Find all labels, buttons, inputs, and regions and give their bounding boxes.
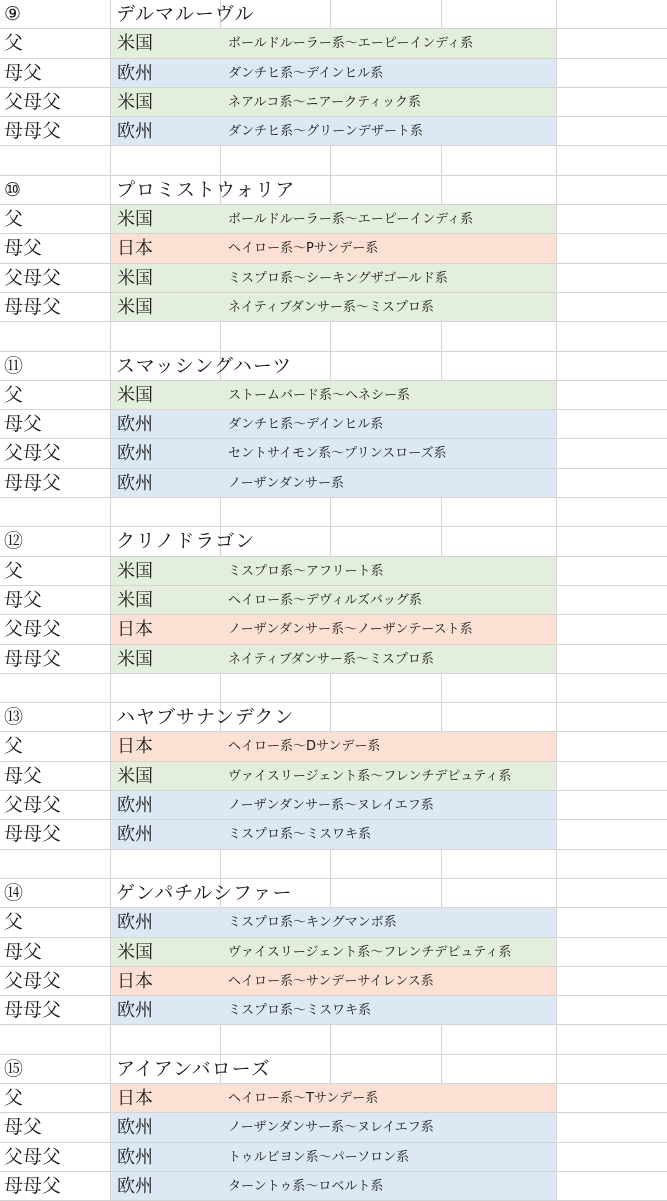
horse-header-row — [0, 1055, 667, 1084]
lineage-cell: ヘイロー系～Tサンデー系 — [228, 1090, 379, 1106]
race-number: ⑭ — [4, 881, 24, 904]
pedigree-role: 父 — [4, 383, 24, 406]
lineage-cell: ノーザンダンサー系 — [228, 475, 344, 491]
region-cell: 欧州 — [117, 443, 153, 465]
lineage-cell: トゥルビヨン系～パーソロン系 — [228, 1149, 410, 1165]
pedigree-role: 父 — [4, 911, 24, 934]
region-cell: 欧州 — [117, 824, 153, 846]
horse-header-row — [0, 352, 667, 381]
pedigree-row — [0, 938, 667, 967]
pedigree-row — [0, 908, 667, 937]
pedigree-row — [0, 117, 667, 146]
pedigree-row — [0, 1084, 667, 1113]
lineage-cell: ヘイロー系～Dサンデー系 — [228, 739, 381, 755]
region-cell: 欧州 — [117, 1175, 153, 1197]
pedigree-role: 母父 — [4, 588, 43, 611]
pedigree-row — [0, 732, 667, 761]
spacer-row — [0, 322, 667, 351]
horse-group — [0, 176, 667, 352]
pedigree-row — [0, 264, 667, 293]
race-number: ⑫ — [4, 530, 24, 553]
lineage-cell: ヴァイスリージェント系～フレンチデピュティ系 — [228, 768, 512, 784]
lineage-cell: ヘイロー系～Pサンデー系 — [228, 241, 379, 257]
pedigree-row — [0, 1113, 667, 1142]
pedigree-role: 父母父 — [4, 90, 62, 113]
horse-name: スマッシングハーツ — [116, 354, 293, 377]
spacer-row — [0, 146, 667, 175]
lineage-cell: セントサイモン系～プリンスローズ系 — [228, 446, 447, 462]
pedigree-row — [0, 557, 667, 586]
region-cell: 米国 — [117, 209, 153, 231]
horse-name: デルマルーヴル — [116, 3, 255, 25]
horse-group — [0, 1055, 667, 1201]
pedigree-row — [0, 234, 667, 263]
region-cell: 欧州 — [117, 795, 153, 817]
lineage-cell: ストームバード系～ヘネシー系 — [228, 387, 411, 403]
pedigree-role: 母母父 — [4, 647, 62, 670]
lineage-cell: ヴァイスリージェント系～フレンチデピュティ系 — [228, 944, 512, 960]
horse-header-row — [0, 0, 667, 29]
pedigree-row — [0, 59, 667, 88]
lineage-cell: ダンチヒ系～グリーンデザート系 — [228, 124, 423, 140]
lineage-cell: ダンチヒ系～デインヒル系 — [228, 417, 384, 433]
lineage-cell: ヘイロー系～サンデーサイレンス系 — [228, 973, 434, 989]
region-cell: 米国 — [117, 941, 153, 963]
pedigree-row — [0, 820, 667, 849]
region-cell: 米国 — [117, 296, 153, 318]
horse-header-row — [0, 879, 667, 908]
pedigree-role: 母父 — [4, 940, 43, 963]
pedigree-row — [0, 205, 667, 234]
pedigree-role: 母母父 — [4, 295, 62, 318]
horse-name: クリノドラゴン — [116, 530, 256, 553]
horse-group — [0, 703, 667, 879]
lineage-cell: ミスプロ系～シーキングザゴールド系 — [228, 270, 448, 286]
spacer-row — [0, 498, 667, 527]
pedigree-role: 母父 — [4, 1116, 43, 1139]
region-cell: 日本 — [117, 238, 153, 260]
spacer-row — [0, 674, 667, 703]
horse-group — [0, 879, 667, 1055]
pedigree-role: 父母父 — [4, 442, 62, 465]
region-cell: 欧州 — [117, 62, 153, 84]
lineage-cell: ミスプロ系～ミスワキ系 — [228, 1003, 372, 1019]
pedigree-role: 母母父 — [4, 999, 62, 1022]
region-cell: 欧州 — [117, 912, 153, 934]
lineage-cell: ダンチヒ系～デインヒル系 — [228, 65, 384, 81]
pedigree-role: 母父 — [4, 237, 43, 260]
region-cell: 欧州 — [117, 1000, 153, 1022]
pedigree-role: 父 — [4, 1086, 24, 1109]
pedigree-role: 父 — [4, 559, 24, 582]
region-cell: 欧州 — [117, 472, 153, 494]
pedigree-role: 母母父 — [4, 1174, 62, 1197]
region-cell: 日本 — [117, 970, 153, 992]
race-number: ⑪ — [4, 354, 24, 377]
pedigree-role: 父 — [4, 208, 24, 231]
pedigree-row — [0, 88, 667, 117]
region-cell: 欧州 — [117, 1117, 153, 1139]
spacer-row — [0, 1025, 667, 1054]
region-cell: 米国 — [117, 589, 153, 611]
horse-name: プロミストウォリア — [116, 178, 296, 201]
pedigree-role: 父母父 — [4, 266, 62, 289]
pedigree-row — [0, 410, 667, 439]
lineage-cell: ネアルコ系～ニアークティック系 — [228, 94, 422, 110]
horse-group — [0, 352, 667, 528]
pedigree-role: 父 — [4, 32, 24, 55]
horse-header-row — [0, 176, 667, 205]
lineage-cell: ノーザンダンサー系～ヌレイエフ系 — [228, 798, 434, 814]
region-cell: 欧州 — [117, 1146, 153, 1168]
pedigree-role: 父母父 — [4, 1145, 62, 1168]
region-cell: 米国 — [117, 765, 153, 787]
lineage-cell: ネイティブダンサー系～ミスプロ系 — [228, 651, 434, 667]
region-cell: 米国 — [117, 648, 153, 670]
race-number: ⑬ — [4, 706, 24, 729]
pedigree-role: 母母父 — [4, 823, 62, 846]
spacer-row — [0, 850, 667, 879]
pedigree-row — [0, 469, 667, 498]
lineage-cell: ターントゥ系～ロベルト系 — [228, 1178, 384, 1194]
lineage-cell: ネイティブダンサー系～ミスプロ系 — [228, 299, 434, 315]
region-cell: 日本 — [117, 1087, 153, 1109]
pedigree-role: 母母父 — [4, 471, 62, 494]
pedigree-role: 母父 — [4, 413, 43, 436]
race-number: ⑨ — [4, 3, 22, 25]
lineage-cell: ミスプロ系～アフリート系 — [228, 563, 384, 579]
lineage-cell: ノーザンダンサー系～ヌレイエフ系 — [228, 1120, 434, 1136]
race-number: ⑮ — [4, 1057, 24, 1080]
race-number: ⑩ — [4, 178, 22, 201]
lineage-cell: ミスプロ系～キングマンボ系 — [228, 915, 397, 931]
lineage-cell: ノーザンダンサー系～ノーザンテースト系 — [228, 622, 473, 638]
pedigree-role: 父母父 — [4, 969, 62, 992]
region-cell: 日本 — [117, 736, 153, 758]
region-cell: 欧州 — [117, 121, 153, 143]
region-cell: 日本 — [117, 619, 153, 641]
lineage-cell: ミスプロ系～ミスワキ系 — [228, 827, 372, 843]
region-cell: 米国 — [117, 384, 153, 406]
pedigree-row — [0, 645, 667, 674]
pedigree-row — [0, 439, 667, 468]
horse-header-row — [0, 703, 667, 732]
pedigree-row — [0, 967, 667, 996]
pedigree-row — [0, 293, 667, 322]
horse-group — [0, 527, 667, 703]
pedigree-row — [0, 586, 667, 615]
pedigree-role: 父 — [4, 735, 24, 758]
horse-name: ハヤブサナンデクン — [116, 706, 295, 729]
pedigree-row — [0, 29, 667, 58]
pedigree-role: 母父 — [4, 61, 43, 84]
pedigree-role: 父母父 — [4, 794, 62, 817]
region-cell: 米国 — [117, 267, 153, 289]
region-cell: 米国 — [117, 91, 153, 113]
pedigree-role: 母母父 — [4, 120, 62, 143]
horse-header-row — [0, 527, 667, 556]
pedigree-row — [0, 791, 667, 820]
horse-name: ゲンパチルシファー — [116, 881, 293, 904]
pedigree-row — [0, 762, 667, 791]
pedigree-role: 父母父 — [4, 618, 62, 641]
region-cell: 欧州 — [117, 414, 153, 436]
pedigree-role: 母父 — [4, 764, 43, 787]
horse-name: アイアンバローズ — [116, 1057, 271, 1080]
horse-group — [0, 0, 667, 176]
pedigree-row — [0, 1172, 667, 1201]
lineage-cell: ヘイロー系～デヴィルズバッグ系 — [228, 592, 422, 608]
pedigree-row — [0, 1143, 667, 1172]
region-cell: 米国 — [117, 560, 153, 582]
lineage-cell: ボールドルーラー系～エーピーインディ系 — [228, 212, 474, 228]
lineage-cell: ボールドルーラー系～エーピーインディ系 — [228, 36, 474, 52]
pedigree-row — [0, 381, 667, 410]
pedigree-row — [0, 996, 667, 1025]
region-cell: 米国 — [117, 33, 153, 55]
pedigree-row — [0, 615, 667, 644]
